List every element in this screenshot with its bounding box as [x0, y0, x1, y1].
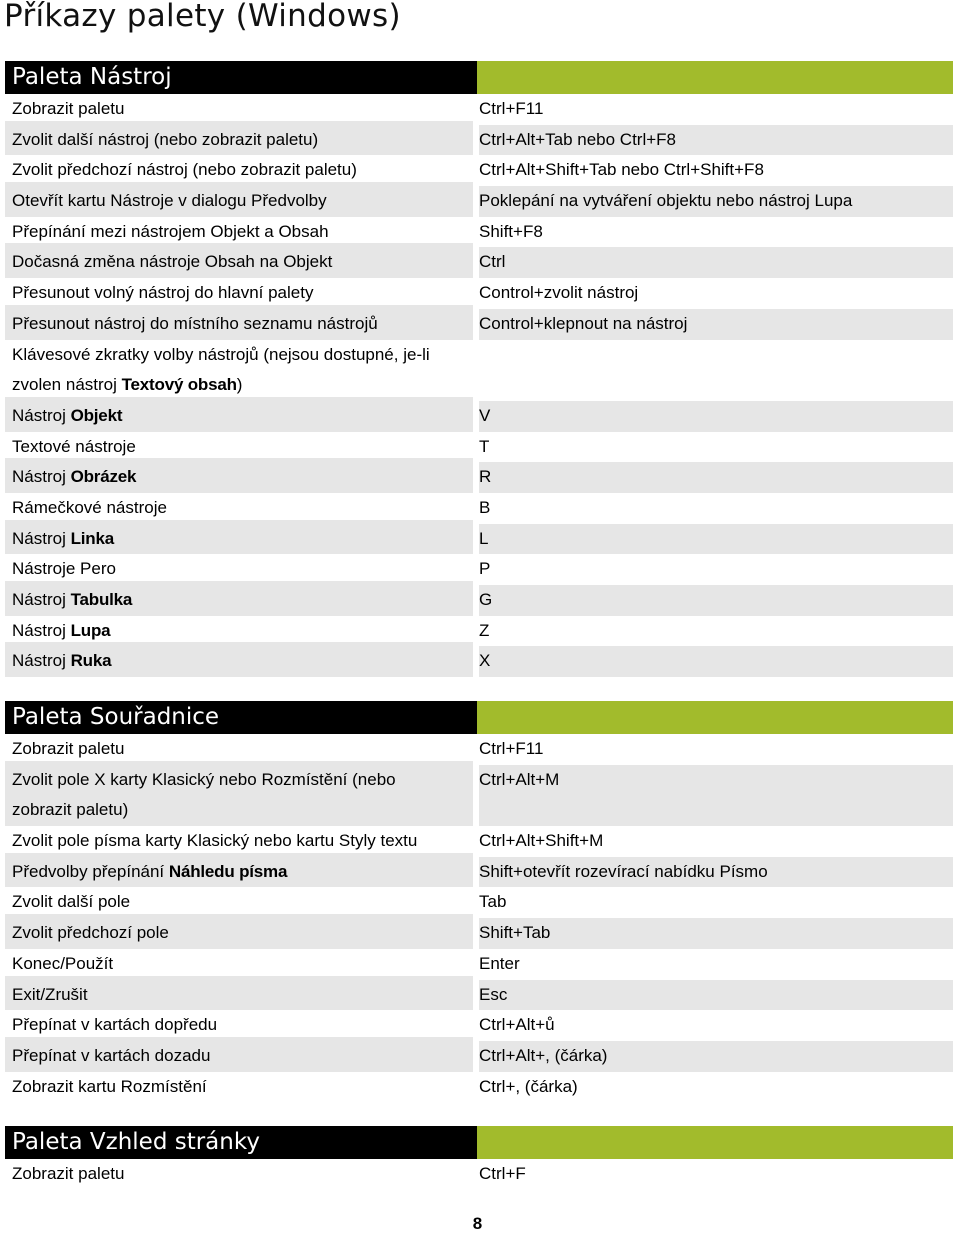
command-text: Zvolit pole X karty Klasický nebo Rozmístění (nebo zobrazit paletu) [12, 769, 396, 820]
command-text: Nástroj [12, 467, 71, 487]
command-cell [5, 213, 473, 248]
shortcut-cell: Ctrl+Alt+Shift+M [479, 831, 604, 851]
command-cell [5, 121, 473, 156]
command-text: Dočasná změna nástroje Obsah na Objekt [12, 252, 333, 272]
shortcut-cell: X [479, 646, 953, 677]
command-cell [5, 976, 473, 1011]
command-text: Přesunout nástroj do místního seznamu nástrojů [12, 313, 378, 333]
command-cell [5, 1037, 473, 1072]
command-cell [5, 945, 473, 980]
command-cell [5, 1006, 473, 1041]
command-text: Zvolit další nástroj (nebo zobrazit paletu) [12, 129, 319, 149]
shortcut-cell: Ctrl+Alt+M [479, 765, 953, 826]
command-cell [5, 243, 473, 278]
command-cell [5, 642, 473, 677]
command-cell [5, 730, 473, 765]
command-text: Přepínat v kartách dozadu [12, 1045, 211, 1065]
command-text: Zobrazit kartu Rozmístění [12, 1076, 207, 1096]
command-cell [5, 90, 473, 125]
command-cell [5, 458, 473, 493]
command-cell [5, 274, 473, 309]
command-text: Zvolit další pole [12, 892, 131, 912]
shortcut-cell: Ctrl+F [479, 1164, 526, 1183]
command-cell [5, 761, 473, 826]
command-text: ) [236, 375, 243, 395]
section-nastroj [5, 61, 953, 677]
command-cell [5, 397, 473, 432]
command-text: Textové nástroje [12, 436, 136, 456]
command-text: Klávesové zkratky volby nástrojů (nejsou dostupné, je-li zvolen nástroj [12, 344, 430, 395]
section-vzhled-stranky [5, 1126, 953, 1190]
section-header-accent [477, 61, 953, 94]
command-cell [5, 520, 473, 555]
page-number: 8 [472, 1214, 483, 1233]
command-text: Zvolit pole písma karty Klasický nebo kartu Styly textu [12, 831, 418, 851]
section-title: Paleta Vzhled stránky [5, 1126, 477, 1159]
command-emphasis: Objekt [70, 405, 123, 425]
command-text: Přepínat v kartách dopředu [12, 1015, 218, 1035]
shortcut-cell: Z [479, 620, 490, 640]
shortcut-cell: Ctrl+F11 [479, 99, 544, 118]
shortcut-cell: Shift+otevřít rozevírací nabídku Písmo [479, 857, 953, 888]
table-row [5, 1159, 953, 1190]
shortcut-cell: Ctrl+Alt+, (čárka) [479, 1041, 953, 1072]
command-cell [5, 612, 473, 647]
command-cell [5, 428, 473, 463]
command-cell [5, 1068, 473, 1103]
command-text: Zobrazit paletu [12, 739, 125, 758]
command-text: Zobrazit paletu [12, 1164, 125, 1183]
command-text: Zvolit předchozí nástroj (nebo zobrazit paletu) [12, 160, 357, 180]
section-title: Paleta Nástroj [5, 61, 477, 94]
shortcut-list [5, 1159, 953, 1190]
command-emphasis: Náhledu písma [168, 861, 288, 881]
command-text: Zobrazit paletu [12, 99, 125, 118]
table-row [5, 1072, 953, 1103]
command-cell [5, 1155, 473, 1190]
command-text: Nástroje Pero [12, 559, 116, 579]
command-emphasis: Linka [70, 528, 114, 548]
section-souradnice [5, 701, 953, 1102]
command-text: Nástroj [12, 405, 71, 425]
shortcut-cell: Shift+F8 [479, 221, 543, 241]
command-text: Přepínání mezi nástrojem Objekt a Obsah [12, 221, 329, 241]
command-text: Přesunout volný nástroj do hlavní palety [12, 283, 314, 303]
command-cell [5, 336, 473, 401]
shortcut-cell: Control+klepnout na nástroj [479, 309, 953, 340]
shortcut-cell: Ctrl [479, 247, 953, 278]
section-header-accent [477, 1126, 953, 1159]
shortcut-list [5, 734, 953, 1102]
shortcut-cell: Enter [479, 953, 520, 973]
command-cell [5, 853, 473, 888]
command-emphasis: Tabulka [70, 590, 133, 610]
command-cell [5, 489, 473, 524]
shortcut-cell: G [479, 585, 953, 616]
command-text: Rámečkové nástroje [12, 497, 167, 517]
command-text: Předvolby přepínání [12, 861, 169, 881]
command-cell [5, 581, 473, 616]
command-text: Zvolit předchozí pole [12, 923, 169, 943]
command-text: Konec/Použít [12, 953, 114, 973]
table-row [5, 340, 953, 401]
command-emphasis: Ruka [70, 651, 112, 671]
command-emphasis: Textový obsah [121, 375, 237, 395]
command-emphasis: Obrázek [70, 467, 137, 487]
shortcut-cell: Ctrl+Alt+Tab nebo Ctrl+F8 [479, 125, 953, 156]
table-row [5, 646, 953, 677]
command-cell [5, 550, 473, 585]
command-cell [5, 883, 473, 918]
shortcut-list [5, 94, 953, 677]
command-text: Nástroj [12, 651, 71, 671]
command-cell [5, 151, 473, 186]
shortcut-cell: Ctrl+Alt+Shift+Tab nebo Ctrl+Shift+F8 [479, 160, 764, 180]
command-text: Otevřít kartu Nástroje v dialogu Předvolby [12, 191, 327, 211]
table-row [5, 765, 953, 826]
shortcut-cell: R [479, 462, 953, 493]
shortcut-cell: Tab [479, 892, 507, 912]
shortcut-cell: Shift+Tab [479, 918, 953, 949]
command-text: Exit/Zrušit [12, 984, 88, 1004]
page-title: Příkazy palety (Windows) [4, 0, 401, 34]
command-text: Nástroj [12, 590, 71, 610]
command-text: Nástroj [12, 620, 71, 640]
shortcut-cell: Ctrl+, (čárka) [479, 1076, 578, 1096]
shortcut-cell: Ctrl+Alt+ů [479, 1015, 555, 1035]
shortcut-cell: B [479, 497, 491, 517]
shortcut-cell [479, 340, 953, 401]
command-emphasis: Lupa [70, 620, 111, 640]
section-title: Paleta Souřadnice [5, 701, 477, 734]
section-header-accent [477, 701, 953, 734]
shortcut-cell: L [479, 524, 953, 555]
command-cell [5, 182, 473, 217]
shortcut-cell: V [479, 401, 953, 432]
command-text: Nástroj [12, 528, 71, 548]
shortcut-cell: Control+zvolit nástroj [479, 283, 639, 303]
command-cell [5, 305, 473, 340]
shortcut-cell: Ctrl+F11 [479, 739, 544, 758]
shortcut-cell: T [479, 436, 490, 456]
shortcut-cell: Poklepání na vytváření objektu nebo nástroj Lupa [479, 186, 953, 217]
shortcut-cell: Esc [479, 980, 953, 1011]
command-cell [5, 822, 473, 857]
shortcut-cell: P [479, 559, 491, 579]
command-cell [5, 914, 473, 949]
